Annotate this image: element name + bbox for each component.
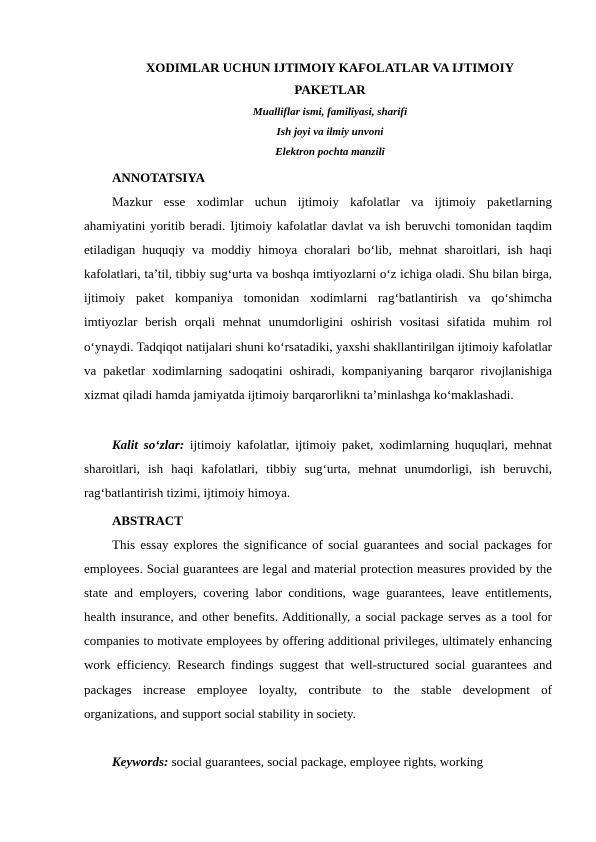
author-email: Elektron pochta manzili [275,146,385,158]
paper-title [110,57,550,101]
abstract-heading: ABSTRACT [112,513,183,528]
annotation-keywords [84,433,552,505]
abstract-keywords-label: Keywords: [112,754,169,769]
paper-title-line-2: PAKETLAR [294,82,366,97]
abstract-body: This essay explores the significance of social guarantees and social packages for employees. Social guarantees are legal and material protection measures provided by the state and employers, covering labor conditions, wage guarantees, leave entitlements, health insurance, and other benefits. Additionally, a social package serves as a tool for companies to motivate employees by offering additional privileges, ultimately enhancing work efficiency. Research findings suggest that well-structured social guarantees and packages increase employee loyalty, contribute to the stable development of organizations, and support social stability in society. [84,537,552,721]
annotation-keywords-text: ijtimoiy kafolatlar, ijtimoiy paket, xodimlarning huquqlari, mehnat sharoitlari, ish haqi kafolatlari, tibbiy sug‘urta, mehnat unumdorligi, ish beruvchi, rag‘batlantirish tizimi, ijtimoiy himoya. [84,437,552,501]
author-name: Mualliflar ismi, familiyasi, sharifi [252,106,408,118]
paper-title-line-1: XODIMLAR UCHUN IJTIMOIY KAFOLATLAR VA IJTIMOIY [145,60,515,75]
annotation-keywords-label: Kalit so‘zlar: [112,437,185,452]
annotation-heading: ANNOTATSIYA [112,170,205,185]
annotation-body: Mazkur esse xodimlar uchun ijtimoiy kafolatlar va ijtimoiy paketlarning ahamiyatini yoritib beradi. Ijtimoiy kafolatlar davlat va ish beruvchi tomonidan taqdim etiladigan huquqiy va moddiy himoya choralari bo‘lib, mehnat sharoitlari, ish haqi kafolatlari, ta’til, tibbiy sug‘urta va boshqa imtiyozlarni o‘z ichiga oladi. Shu bilan birga, ijtimoiy paket kompaniya tomonidan xodimlarni rag‘batlantirish va qo‘shimcha imtiyozlar berish orqali mehnat unumdorligini oshirish vositasi sifatida muhim rol o‘ynaydi. Tadqiqot natijalari shuni ko‘rsatadiki, yaxshi shakllantirilgan ijtimoiy kafolatlar va paketlar xodimlarning sadoqatini oshiradi, kompaniyaning barqaror rivojlanishiga xizmat qiladi hamda jamiyatda ijtimoiy barqarorlikni ta’minlashga ko‘maklashadi. [84,194,552,402]
author-affiliation: Ish joyi va ilmiy unvoni [276,126,384,138]
abstract-keywords-text: social guarantees, social package, employee rights, working [168,754,484,769]
abstract-keywords [84,750,552,774]
